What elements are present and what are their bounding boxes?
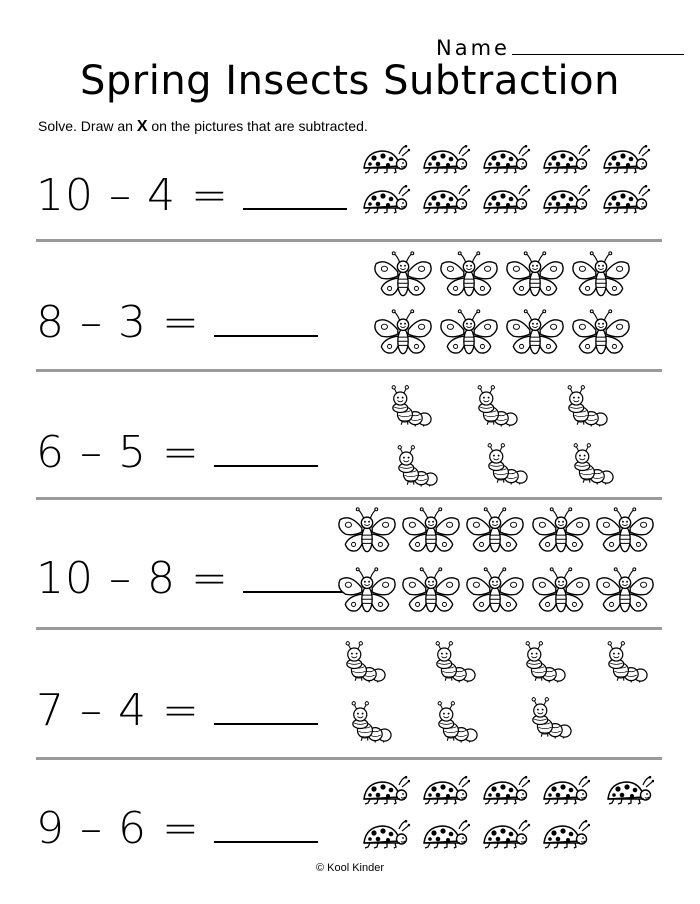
answer-blank[interactable] (214, 437, 318, 467)
row-separator (36, 239, 662, 242)
equation-text: 9 – 6 = (36, 803, 200, 854)
row-separator (36, 497, 662, 500)
name-field[interactable] (436, 36, 684, 60)
worksheet-title: Spring Insects Subtraction (79, 58, 620, 104)
name-label: Name (436, 36, 510, 60)
answer-blank[interactable] (214, 813, 318, 843)
problem-4 (36, 553, 347, 604)
problem-3 (36, 427, 318, 478)
instructions-prefix: Solve. Draw an (38, 118, 137, 134)
problem-5 (36, 685, 318, 736)
row-separator (36, 627, 662, 630)
instructions-suffix: on the pictures that are subtracted. (147, 118, 368, 134)
equation-text: 8 – 3 = (36, 297, 200, 348)
problem-row-5 (36, 633, 662, 755)
ladybug-pictures[interactable] (360, 773, 660, 857)
problem-row-6 (36, 763, 662, 859)
answer-blank[interactable] (214, 695, 318, 725)
caterpillar-pictures[interactable] (330, 637, 660, 751)
problem-row-3 (36, 375, 662, 495)
answer-blank[interactable] (243, 563, 347, 593)
butterfly-pictures[interactable] (372, 247, 640, 363)
problem-row-1 (36, 142, 662, 238)
name-blank-line[interactable] (512, 37, 684, 55)
instructions-mark: X (136, 118, 148, 135)
answer-blank[interactable] (243, 180, 347, 210)
answer-blank[interactable] (214, 307, 318, 337)
row-separator (36, 757, 662, 760)
ladybug-pictures[interactable] (360, 142, 656, 222)
problem-1 (36, 170, 347, 221)
butterfly-pictures[interactable] (336, 503, 662, 625)
problem-6 (36, 803, 318, 854)
equation-text: 10 – 8 = (36, 553, 229, 604)
equation-text: 7 – 4 = (36, 685, 200, 736)
equation-text: 6 – 5 = (36, 427, 200, 478)
row-separator (36, 369, 662, 372)
problem-row-4 (36, 503, 662, 625)
instructions (38, 118, 368, 136)
problem-row-2 (36, 245, 662, 367)
equation-text: 10 – 4 = (36, 170, 229, 221)
problem-2 (36, 297, 318, 348)
copyright-footer: © Kool Kinder (315, 862, 385, 874)
caterpillar-pictures[interactable] (376, 381, 646, 493)
